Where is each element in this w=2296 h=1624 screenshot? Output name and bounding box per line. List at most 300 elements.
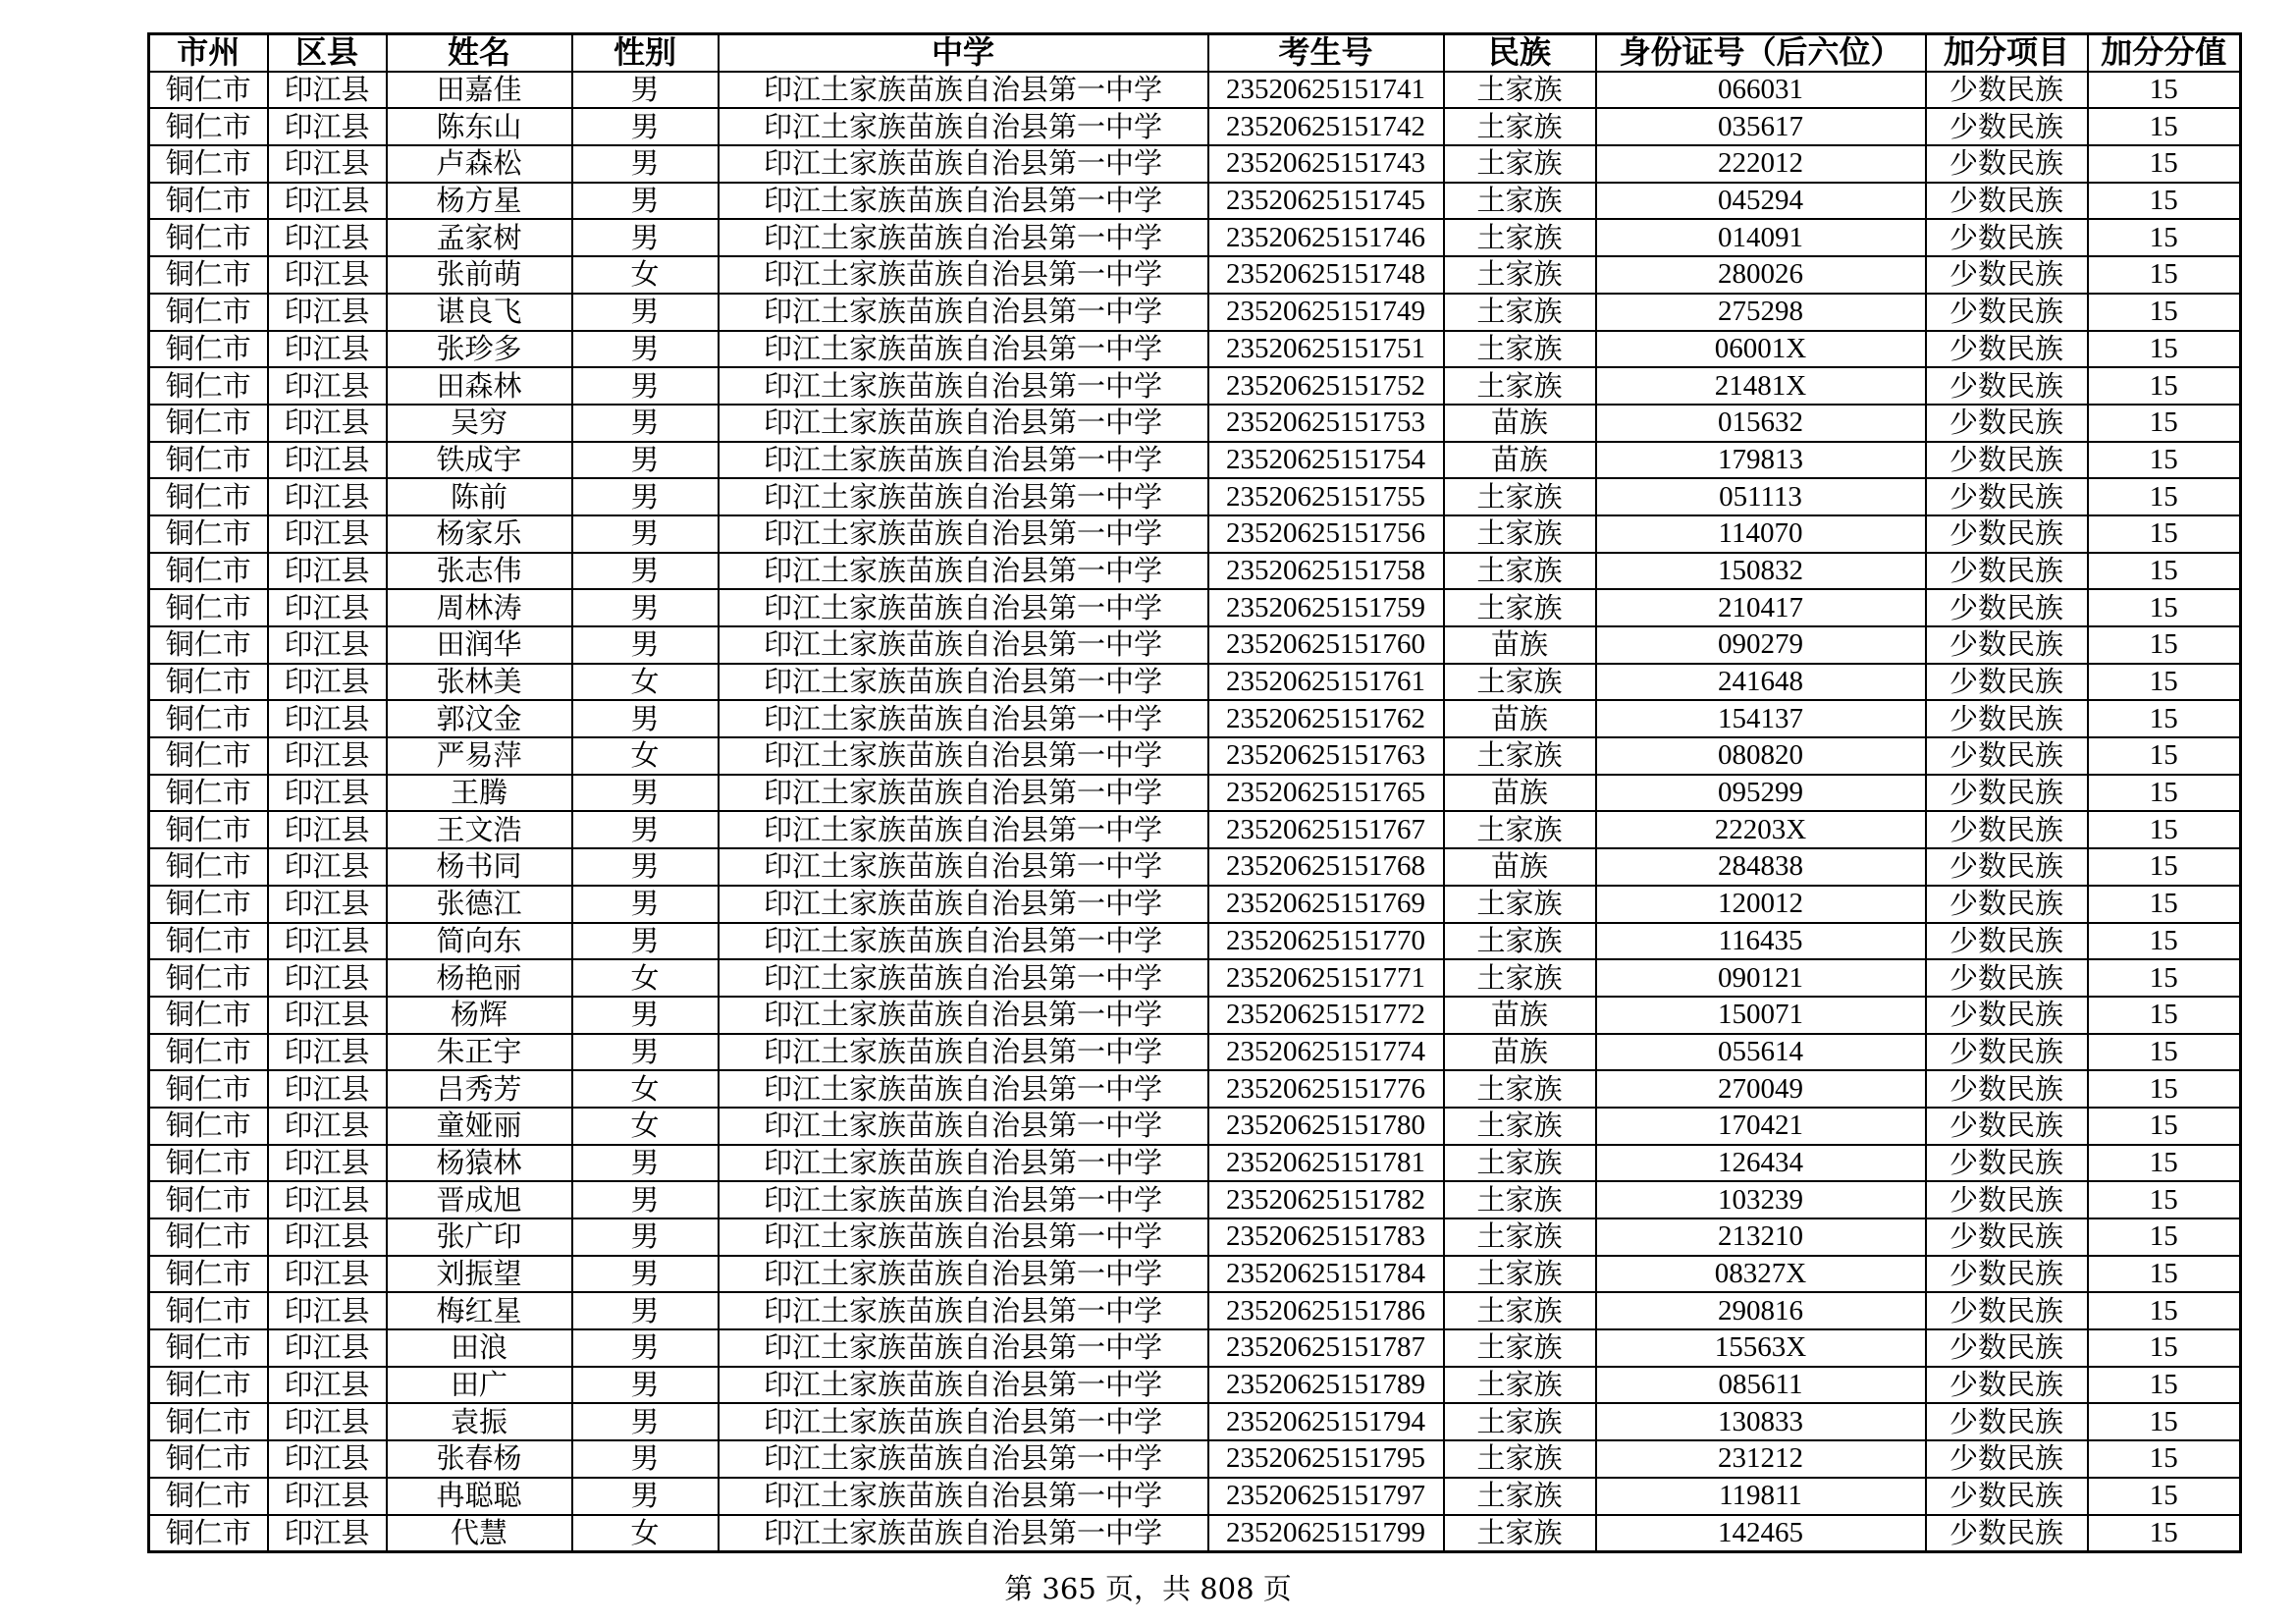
table-cell: 印江县 [268, 1367, 387, 1404]
table-cell: 男 [572, 589, 719, 626]
table-cell: 土家族 [1444, 1256, 1596, 1293]
table-row [149, 1108, 2241, 1145]
table-cell: 15 [2088, 1367, 2241, 1404]
table-cell: 15 [2088, 256, 2241, 294]
table-cell: 印江县 [268, 1070, 387, 1108]
table-cell: 少数民族 [1926, 700, 2088, 737]
table-cell: 男 [572, 1256, 719, 1293]
table-cell: 051113 [1596, 478, 1926, 515]
table-cell: 土家族 [1444, 1329, 1596, 1367]
header-row [149, 34, 2241, 72]
column-header: 中学 [719, 34, 1208, 72]
table-cell: 土家族 [1444, 219, 1596, 256]
table-cell: 印江县 [268, 626, 387, 664]
table-cell: 15 [2088, 442, 2241, 479]
table-cell: 土家族 [1444, 923, 1596, 960]
table-cell: 土家族 [1444, 1478, 1596, 1515]
table-cell: 男 [572, 553, 719, 590]
table-cell: 少数民族 [1926, 219, 2088, 256]
table-cell: 男 [572, 626, 719, 664]
table-row [149, 1478, 2241, 1515]
table-cell: 23520625151782 [1208, 1181, 1444, 1218]
table-cell: 印江县 [268, 1329, 387, 1367]
table-cell: 铜仁市 [149, 737, 268, 775]
table-cell: 印江县 [268, 959, 387, 997]
table-cell: 男 [572, 811, 719, 848]
table-cell: 严易萍 [387, 737, 572, 775]
table-cell: 241648 [1596, 664, 1926, 701]
table-cell: 男 [572, 442, 719, 479]
table-cell: 印江县 [268, 811, 387, 848]
table-cell: 213210 [1596, 1218, 1926, 1256]
table-cell: 铜仁市 [149, 367, 268, 405]
table-cell: 印江土家族苗族自治县第一中学 [719, 1108, 1208, 1145]
table-cell: 印江土家族苗族自治县第一中学 [719, 367, 1208, 405]
table-cell: 男 [572, 1478, 719, 1515]
table-cell: 15 [2088, 331, 2241, 368]
table-cell: 张春杨 [387, 1440, 572, 1478]
table-cell: 23520625151787 [1208, 1329, 1444, 1367]
table-cell: 土家族 [1444, 1145, 1596, 1182]
table-cell: 15 [2088, 1218, 2241, 1256]
table-cell: 23520625151754 [1208, 442, 1444, 479]
table-cell: 080820 [1596, 737, 1926, 775]
table-cell: 23520625151776 [1208, 1070, 1444, 1108]
table-cell: 印江县 [268, 923, 387, 960]
table-cell: 045294 [1596, 183, 1926, 220]
table-cell: 田润华 [387, 626, 572, 664]
table-cell: 朱正宇 [387, 1034, 572, 1071]
table-cell: 印江土家族苗族自治县第一中学 [719, 72, 1208, 109]
table-row [149, 589, 2241, 626]
table-cell: 23520625151799 [1208, 1515, 1444, 1552]
table-cell: 23520625151789 [1208, 1367, 1444, 1404]
table-cell: 印江县 [268, 405, 387, 442]
table-cell: 印江土家族苗族自治县第一中学 [719, 219, 1208, 256]
table-cell: 刘振望 [387, 1256, 572, 1293]
column-header: 性别 [572, 34, 719, 72]
table-cell: 035617 [1596, 108, 1926, 145]
table-cell: 15 [2088, 589, 2241, 626]
table-cell: 印江县 [268, 1440, 387, 1478]
table-cell: 印江土家族苗族自治县第一中学 [719, 1218, 1208, 1256]
table-cell: 少数民族 [1926, 959, 2088, 997]
table-cell: 23520625151758 [1208, 553, 1444, 590]
table-row [149, 1515, 2241, 1552]
table-cell: 苗族 [1444, 626, 1596, 664]
table-cell: 土家族 [1444, 331, 1596, 368]
table-cell: 印江土家族苗族自治县第一中学 [719, 1256, 1208, 1293]
table-cell: 少数民族 [1926, 1145, 2088, 1182]
table-row [149, 1218, 2241, 1256]
table-cell: 铜仁市 [149, 553, 268, 590]
table-row [149, 553, 2241, 590]
column-header: 市州 [149, 34, 268, 72]
table-cell: 15 [2088, 775, 2241, 812]
table-cell: 印江县 [268, 775, 387, 812]
table-row [149, 331, 2241, 368]
table-cell: 田广 [387, 1367, 572, 1404]
table-cell: 少数民族 [1926, 1292, 2088, 1329]
table-cell: 土家族 [1444, 1181, 1596, 1218]
table-cell: 085611 [1596, 1367, 1926, 1404]
table-cell: 23520625151743 [1208, 145, 1444, 183]
table-cell: 印江县 [268, 367, 387, 405]
table-cell: 少数民族 [1926, 775, 2088, 812]
table-cell: 男 [572, 183, 719, 220]
table-cell: 21481X [1596, 367, 1926, 405]
table-cell: 土家族 [1444, 367, 1596, 405]
table-cell: 印江土家族苗族自治县第一中学 [719, 1403, 1208, 1440]
table-cell: 铜仁市 [149, 442, 268, 479]
table-cell: 15 [2088, 737, 2241, 775]
table-cell: 土家族 [1444, 886, 1596, 923]
table-cell: 张广印 [387, 1218, 572, 1256]
table-cell: 120012 [1596, 886, 1926, 923]
table-cell: 印江土家族苗族自治县第一中学 [719, 589, 1208, 626]
table-cell: 土家族 [1444, 515, 1596, 553]
table-cell: 少数民族 [1926, 997, 2088, 1034]
table-row [149, 515, 2241, 553]
table-cell: 23520625151783 [1208, 1218, 1444, 1256]
table-cell: 179813 [1596, 442, 1926, 479]
table-cell: 印江土家族苗族自治县第一中学 [719, 1478, 1208, 1515]
table-cell: 铜仁市 [149, 1034, 268, 1071]
table-row [149, 626, 2241, 664]
table-row [149, 72, 2241, 109]
table-cell: 103239 [1596, 1181, 1926, 1218]
table-cell: 少数民族 [1926, 294, 2088, 331]
table-cell: 男 [572, 923, 719, 960]
table-cell: 印江土家族苗族自治县第一中学 [719, 775, 1208, 812]
table-cell: 印江土家族苗族自治县第一中学 [719, 1070, 1208, 1108]
table-cell: 男 [572, 1034, 719, 1071]
table-cell: 少数民族 [1926, 1515, 2088, 1552]
table-cell: 290816 [1596, 1292, 1926, 1329]
table-cell: 女 [572, 664, 719, 701]
table-cell: 铜仁市 [149, 219, 268, 256]
table-cell: 095299 [1596, 775, 1926, 812]
table-cell: 066031 [1596, 72, 1926, 109]
table-cell: 男 [572, 1145, 719, 1182]
table-cell: 铜仁市 [149, 515, 268, 553]
table-cell: 印江县 [268, 219, 387, 256]
table-cell: 170421 [1596, 1108, 1926, 1145]
table-cell: 少数民族 [1926, 108, 2088, 145]
table-row [149, 811, 2241, 848]
table-cell: 印江县 [268, 1478, 387, 1515]
table-cell: 23520625151769 [1208, 886, 1444, 923]
table-cell: 少数民族 [1926, 1329, 2088, 1367]
table-cell: 23520625151751 [1208, 331, 1444, 368]
table-cell: 男 [572, 108, 719, 145]
table-row [149, 1145, 2241, 1182]
table-cell: 男 [572, 997, 719, 1034]
table-cell: 少数民族 [1926, 923, 2088, 960]
table-cell: 吕秀芳 [387, 1070, 572, 1108]
table-cell: 印江县 [268, 183, 387, 220]
table-cell: 印江土家族苗族自治县第一中学 [719, 183, 1208, 220]
table-cell: 15 [2088, 886, 2241, 923]
table-cell: 印江县 [268, 848, 387, 886]
table-cell: 张林美 [387, 664, 572, 701]
table-cell: 印江县 [268, 737, 387, 775]
table-cell: 23520625151742 [1208, 108, 1444, 145]
table-cell: 男 [572, 848, 719, 886]
table-cell: 150832 [1596, 553, 1926, 590]
table-cell: 铜仁市 [149, 108, 268, 145]
table-cell: 卢森松 [387, 145, 572, 183]
table-cell: 15 [2088, 1145, 2241, 1182]
table-cell: 印江县 [268, 1256, 387, 1293]
table-cell: 23520625151770 [1208, 923, 1444, 960]
table-cell: 苗族 [1444, 775, 1596, 812]
bonus-points-table [147, 32, 2242, 1553]
table-cell: 土家族 [1444, 145, 1596, 183]
table-cell: 田浪 [387, 1329, 572, 1367]
table-cell: 014091 [1596, 219, 1926, 256]
table-cell: 23520625151753 [1208, 405, 1444, 442]
table-cell: 印江县 [268, 1292, 387, 1329]
table-cell: 铜仁市 [149, 1329, 268, 1367]
column-header: 姓名 [387, 34, 572, 72]
table-row [149, 1034, 2241, 1071]
table-cell: 印江县 [268, 256, 387, 294]
table-cell: 印江县 [268, 478, 387, 515]
table-cell: 印江县 [268, 442, 387, 479]
table-row [149, 478, 2241, 515]
table-cell: 116435 [1596, 923, 1926, 960]
table-cell: 23520625151760 [1208, 626, 1444, 664]
table-cell: 15 [2088, 1034, 2241, 1071]
table-cell: 印江土家族苗族自治县第一中学 [719, 737, 1208, 775]
column-header: 加分分值 [2088, 34, 2241, 72]
table-cell: 男 [572, 145, 719, 183]
table-cell: 印江土家族苗族自治县第一中学 [719, 1034, 1208, 1071]
table-row [149, 775, 2241, 812]
table-cell: 土家族 [1444, 256, 1596, 294]
table-cell: 23520625151745 [1208, 183, 1444, 220]
table-cell: 铜仁市 [149, 997, 268, 1034]
table-cell: 15 [2088, 72, 2241, 109]
table-cell: 284838 [1596, 848, 1926, 886]
table-cell: 男 [572, 1181, 719, 1218]
table-cell: 印江土家族苗族自治县第一中学 [719, 700, 1208, 737]
table-cell: 23520625151781 [1208, 1145, 1444, 1182]
table-cell: 女 [572, 1070, 719, 1108]
table-cell: 印江土家族苗族自治县第一中学 [719, 959, 1208, 997]
table-cell: 15 [2088, 811, 2241, 848]
table-cell: 15 [2088, 700, 2241, 737]
table-cell: 冉聪聪 [387, 1478, 572, 1515]
table-cell: 男 [572, 219, 719, 256]
table-cell: 土家族 [1444, 1218, 1596, 1256]
table-body [149, 72, 2241, 1552]
table-row [149, 1440, 2241, 1478]
table-cell: 15 [2088, 1515, 2241, 1552]
table-cell: 铜仁市 [149, 589, 268, 626]
table-cell: 少数民族 [1926, 331, 2088, 368]
table-cell: 06001X [1596, 331, 1926, 368]
table-cell: 15 [2088, 959, 2241, 997]
table-cell: 杨猿林 [387, 1145, 572, 1182]
table-cell: 印江土家族苗族自治县第一中学 [719, 626, 1208, 664]
table-cell: 印江县 [268, 589, 387, 626]
table-row [149, 183, 2241, 220]
table-cell: 少数民族 [1926, 367, 2088, 405]
table-cell: 15 [2088, 219, 2241, 256]
table-cell: 23520625151748 [1208, 256, 1444, 294]
table-cell: 印江土家族苗族自治县第一中学 [719, 405, 1208, 442]
table-cell: 231212 [1596, 1440, 1926, 1478]
table-row [149, 664, 2241, 701]
table-cell: 15563X [1596, 1329, 1926, 1367]
table-cell: 张德江 [387, 886, 572, 923]
table-cell: 印江县 [268, 1108, 387, 1145]
table-cell: 少数民族 [1926, 1181, 2088, 1218]
table-cell: 23520625151741 [1208, 72, 1444, 109]
table-cell: 15 [2088, 367, 2241, 405]
table-cell: 23520625151797 [1208, 1478, 1444, 1515]
table-cell: 印江县 [268, 294, 387, 331]
table-cell: 土家族 [1444, 589, 1596, 626]
table-cell: 142465 [1596, 1515, 1926, 1552]
table-row [149, 108, 2241, 145]
table-cell: 男 [572, 478, 719, 515]
table-cell: 印江县 [268, 664, 387, 701]
table-cell: 23520625151795 [1208, 1440, 1444, 1478]
table-cell: 杨书同 [387, 848, 572, 886]
table-cell: 23520625151780 [1208, 1108, 1444, 1145]
column-header: 区县 [268, 34, 387, 72]
table-cell: 土家族 [1444, 1367, 1596, 1404]
table-row [149, 219, 2241, 256]
table-cell: 少数民族 [1926, 442, 2088, 479]
table-cell: 150071 [1596, 997, 1926, 1034]
table-cell: 印江土家族苗族自治县第一中学 [719, 997, 1208, 1034]
table-row [149, 700, 2241, 737]
table-cell: 15 [2088, 626, 2241, 664]
table-cell: 090121 [1596, 959, 1926, 997]
table-cell: 23520625151759 [1208, 589, 1444, 626]
table-cell: 苗族 [1444, 848, 1596, 886]
table-cell: 印江土家族苗族自治县第一中学 [719, 108, 1208, 145]
table-row [149, 737, 2241, 775]
table-cell: 印江县 [268, 515, 387, 553]
table-cell: 15 [2088, 1181, 2241, 1218]
table-cell: 23520625151756 [1208, 515, 1444, 553]
table-cell: 陈前 [387, 478, 572, 515]
table-cell: 印江县 [268, 1034, 387, 1071]
table-cell: 少数民族 [1926, 405, 2088, 442]
table-cell: 土家族 [1444, 294, 1596, 331]
table-row [149, 997, 2241, 1034]
table-cell: 090279 [1596, 626, 1926, 664]
table-cell: 苗族 [1444, 700, 1596, 737]
table-row [149, 1329, 2241, 1367]
table-cell: 男 [572, 1403, 719, 1440]
table-cell: 印江土家族苗族自治县第一中学 [719, 1440, 1208, 1478]
table-cell: 119811 [1596, 1478, 1926, 1515]
table-cell: 铜仁市 [149, 1440, 268, 1478]
table-cell: 铜仁市 [149, 1515, 268, 1552]
table-cell: 印江土家族苗族自治县第一中学 [719, 331, 1208, 368]
table-cell: 23520625151786 [1208, 1292, 1444, 1329]
table-cell: 土家族 [1444, 1515, 1596, 1552]
table-cell: 印江土家族苗族自治县第一中学 [719, 886, 1208, 923]
table-cell: 印江县 [268, 997, 387, 1034]
table-cell: 王文浩 [387, 811, 572, 848]
table-cell: 印江土家族苗族自治县第一中学 [719, 553, 1208, 590]
table-cell: 15 [2088, 1440, 2241, 1478]
table-cell: 张前萌 [387, 256, 572, 294]
table-cell: 印江县 [268, 72, 387, 109]
table-cell: 印江土家族苗族自治县第一中学 [719, 1515, 1208, 1552]
table-cell: 15 [2088, 1256, 2241, 1293]
table-cell: 114070 [1596, 515, 1926, 553]
table-cell: 15 [2088, 183, 2241, 220]
table-row [149, 294, 2241, 331]
table-cell: 15 [2088, 1108, 2241, 1145]
column-header: 身份证号（后六位） [1596, 34, 1926, 72]
table-row [149, 1070, 2241, 1108]
table-cell: 铜仁市 [149, 1070, 268, 1108]
table-cell: 男 [572, 1440, 719, 1478]
table-cell: 铜仁市 [149, 478, 268, 515]
document-table-wrap [147, 32, 2239, 1553]
table-cell: 印江县 [268, 145, 387, 183]
table-cell: 土家族 [1444, 1292, 1596, 1329]
table-cell: 土家族 [1444, 959, 1596, 997]
table-cell: 铜仁市 [149, 848, 268, 886]
table-cell: 23520625151761 [1208, 664, 1444, 701]
table-cell: 少数民族 [1926, 589, 2088, 626]
table-cell: 15 [2088, 553, 2241, 590]
table-cell: 印江县 [268, 1403, 387, 1440]
table-cell: 土家族 [1444, 1403, 1596, 1440]
table-cell: 23520625151767 [1208, 811, 1444, 848]
table-cell: 女 [572, 256, 719, 294]
table-row [149, 256, 2241, 294]
table-cell: 015632 [1596, 405, 1926, 442]
table-cell: 少数民族 [1926, 1108, 2088, 1145]
table-row [149, 1181, 2241, 1218]
table-cell: 张志伟 [387, 553, 572, 590]
table-cell: 23520625151752 [1208, 367, 1444, 405]
table-cell: 铜仁市 [149, 775, 268, 812]
table-cell: 少数民族 [1926, 886, 2088, 923]
table-row [149, 367, 2241, 405]
table-row [149, 1256, 2241, 1293]
table-cell: 铜仁市 [149, 145, 268, 183]
table-cell: 印江县 [268, 1515, 387, 1552]
table-cell: 袁振 [387, 1403, 572, 1440]
table-cell: 印江县 [268, 1145, 387, 1182]
table-cell: 15 [2088, 664, 2241, 701]
table-cell: 15 [2088, 923, 2241, 960]
table-cell: 15 [2088, 478, 2241, 515]
table-cell: 23520625151768 [1208, 848, 1444, 886]
table-cell: 少数民族 [1926, 1034, 2088, 1071]
table-cell: 男 [572, 405, 719, 442]
table-cell: 梅红星 [387, 1292, 572, 1329]
table-cell: 女 [572, 737, 719, 775]
table-cell: 少数民族 [1926, 811, 2088, 848]
table-cell: 田森林 [387, 367, 572, 405]
table-cell: 男 [572, 367, 719, 405]
table-cell: 晋成旭 [387, 1181, 572, 1218]
table-cell: 男 [572, 1329, 719, 1367]
